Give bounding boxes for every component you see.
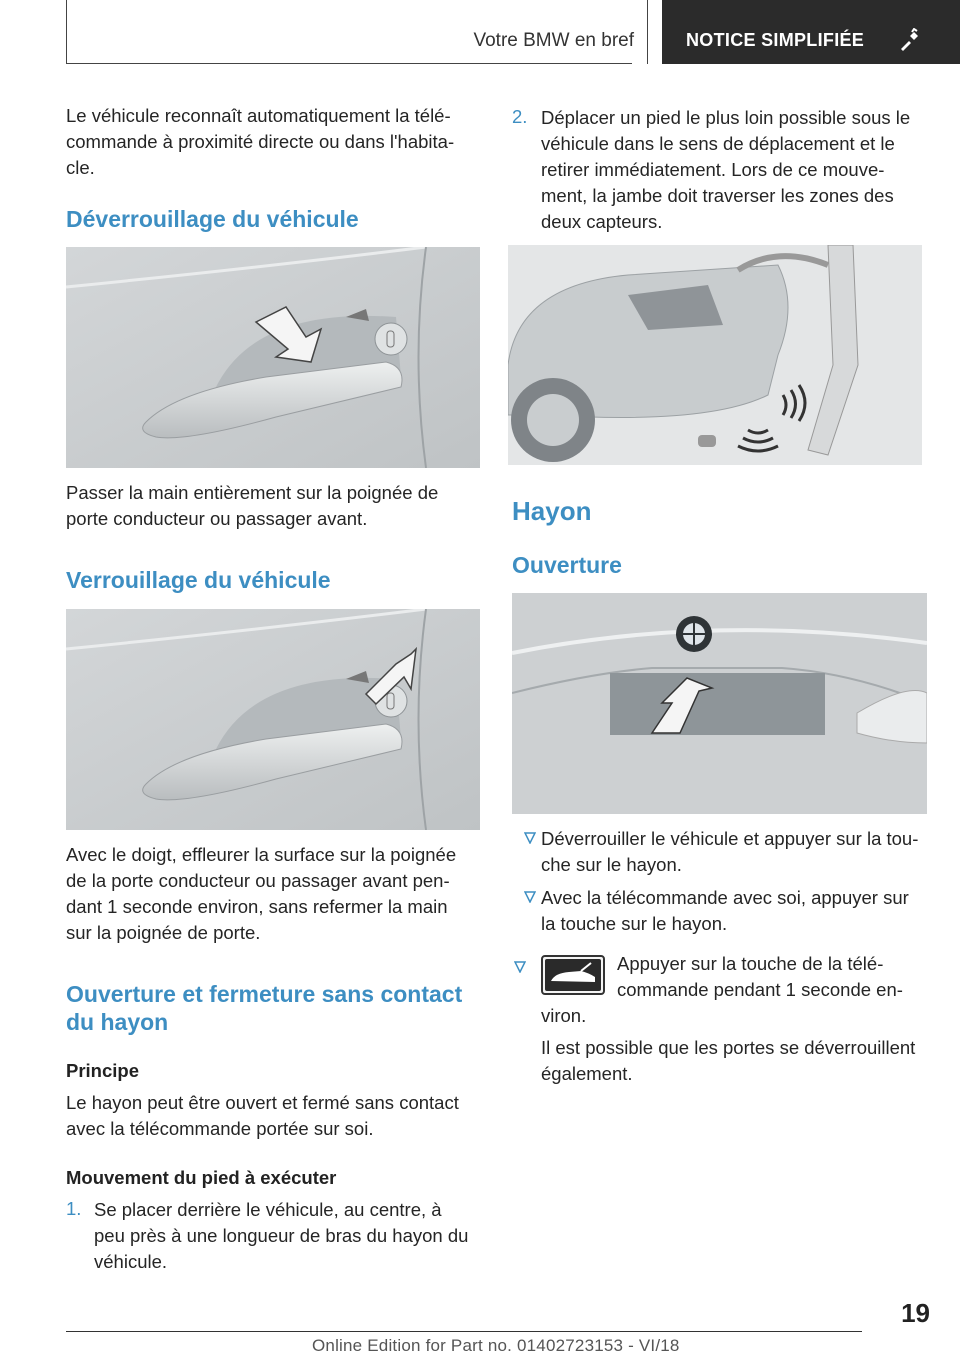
tailgate-key-icon: [541, 955, 605, 995]
step-1-number: 1.: [66, 1198, 82, 1219]
bullet-3-line: Appuyer sur la touche de la télé-: [617, 953, 884, 974]
bullet-3-text: [617, 951, 937, 1003]
bullet-triangle-icon: [524, 891, 536, 903]
step-1-line: Se placer derrière le véhicule, au centre, à: [94, 1199, 442, 1220]
step-1-line: peu près à une longueur de bras du hayon du: [94, 1225, 469, 1246]
step-2-number: 2.: [512, 106, 528, 127]
contactless-heading-line: Ouverture et fermeture sans contact: [66, 981, 463, 1007]
bullet-triangle-icon: [524, 832, 536, 844]
header-chapter-title: NOTICE SIMPLIFIÉE: [686, 30, 865, 50]
movement-heading: Mouvement du pied à exécuter: [66, 1167, 337, 1188]
bullet-1-text: [541, 826, 936, 878]
contactless-heading-line: du hayon: [66, 1009, 169, 1035]
bullet-3-note-line: Il est possible que les portes se déverrouillent: [541, 1037, 916, 1058]
step-2-text: [541, 105, 936, 235]
bullet-2-line: Avec la télécommande avec soi, appuyer sur: [541, 887, 909, 908]
unlock-text-line: Passer la main entièrement sur la poignée de: [66, 482, 439, 503]
step-1-text: [94, 1197, 489, 1275]
lock-heading: Verrouillage du véhicule: [66, 567, 331, 593]
step-2-line: retirer immédiatement. Lors de ce mouve-: [541, 159, 885, 180]
step-1-line: véhicule.: [94, 1251, 168, 1272]
unlock-text: [66, 480, 486, 532]
page-number: 19: [901, 1298, 930, 1328]
lock-text-line: sur la poignée de porte.: [66, 922, 261, 943]
intro-line: cle.: [66, 157, 95, 178]
header-right-tick: [647, 0, 648, 64]
lock-text-line: de la porte conducteur ou passager avant pen-: [66, 870, 450, 891]
bullet-1-line: Déverrouiller le véhicule et appuyer sur la tou-: [541, 828, 919, 849]
intro-line: commande à proximité directe ou dans l'habita-: [66, 131, 455, 152]
header-left-tick: [66, 0, 67, 64]
bullet-3-note-line: également.: [541, 1063, 633, 1084]
step-2-line: Déplacer un pied le plus loin possible sous le: [541, 107, 911, 128]
contactless-heading: [66, 980, 486, 1036]
header-rule: [66, 63, 632, 64]
header-chapter-box: [662, 0, 960, 64]
bullet-triangle-icon: [514, 961, 526, 973]
tailgate-button-image: [512, 593, 927, 814]
ouverture-heading: Ouverture: [512, 552, 622, 578]
bullet-3-note: [541, 1035, 936, 1087]
footer-edition: Online Edition for Part no. 01402723153 - VI/18: [312, 1336, 680, 1355]
step-2-line: deux capteurs.: [541, 211, 663, 232]
bullet-3-line: commande pendant 1 seconde en-: [617, 979, 903, 1000]
foot-movement-image: [508, 245, 922, 465]
bullet-2-text: [541, 885, 936, 937]
lock-text-line: Avec le doigt, effleurer la surface sur la poignée: [66, 844, 457, 865]
unlock-heading: Déverrouillage du véhicule: [66, 206, 359, 232]
bullet-1-line: che sur le hayon.: [541, 854, 682, 875]
bullet-2-line: la touche sur le hayon.: [541, 913, 728, 934]
principle-text-line: avec la télécommande portée sur soi.: [66, 1118, 374, 1139]
door-handle-unlock-image: [66, 247, 480, 468]
principle-text: [66, 1090, 486, 1142]
header-section-title: Votre BMW en bref: [473, 30, 634, 51]
door-handle-lock-image: [66, 609, 480, 830]
car-tools-icon: [898, 28, 922, 52]
lock-text-line: dant 1 seconde environ, sans refermer la main: [66, 896, 448, 917]
hayon-heading: Hayon: [512, 496, 592, 526]
step-2-line: véhicule dans le sens de déplacement et le: [541, 133, 895, 154]
unlock-text-line: porte conducteur ou passager avant.: [66, 508, 368, 529]
principle-text-line: Le hayon peut être ouvert et fermé sans contact: [66, 1092, 459, 1113]
bullet-3-continuation: viron.: [541, 1005, 587, 1026]
intro-line: Le véhicule reconnaît automatiquement la télé-: [66, 105, 451, 126]
step-2-line: ment, la jambe doit traverser les zones des: [541, 185, 894, 206]
footer-rule: [66, 1331, 862, 1332]
lock-text: [66, 842, 486, 946]
intro-paragraph: [66, 103, 486, 181]
principle-heading: Principe: [66, 1060, 139, 1081]
